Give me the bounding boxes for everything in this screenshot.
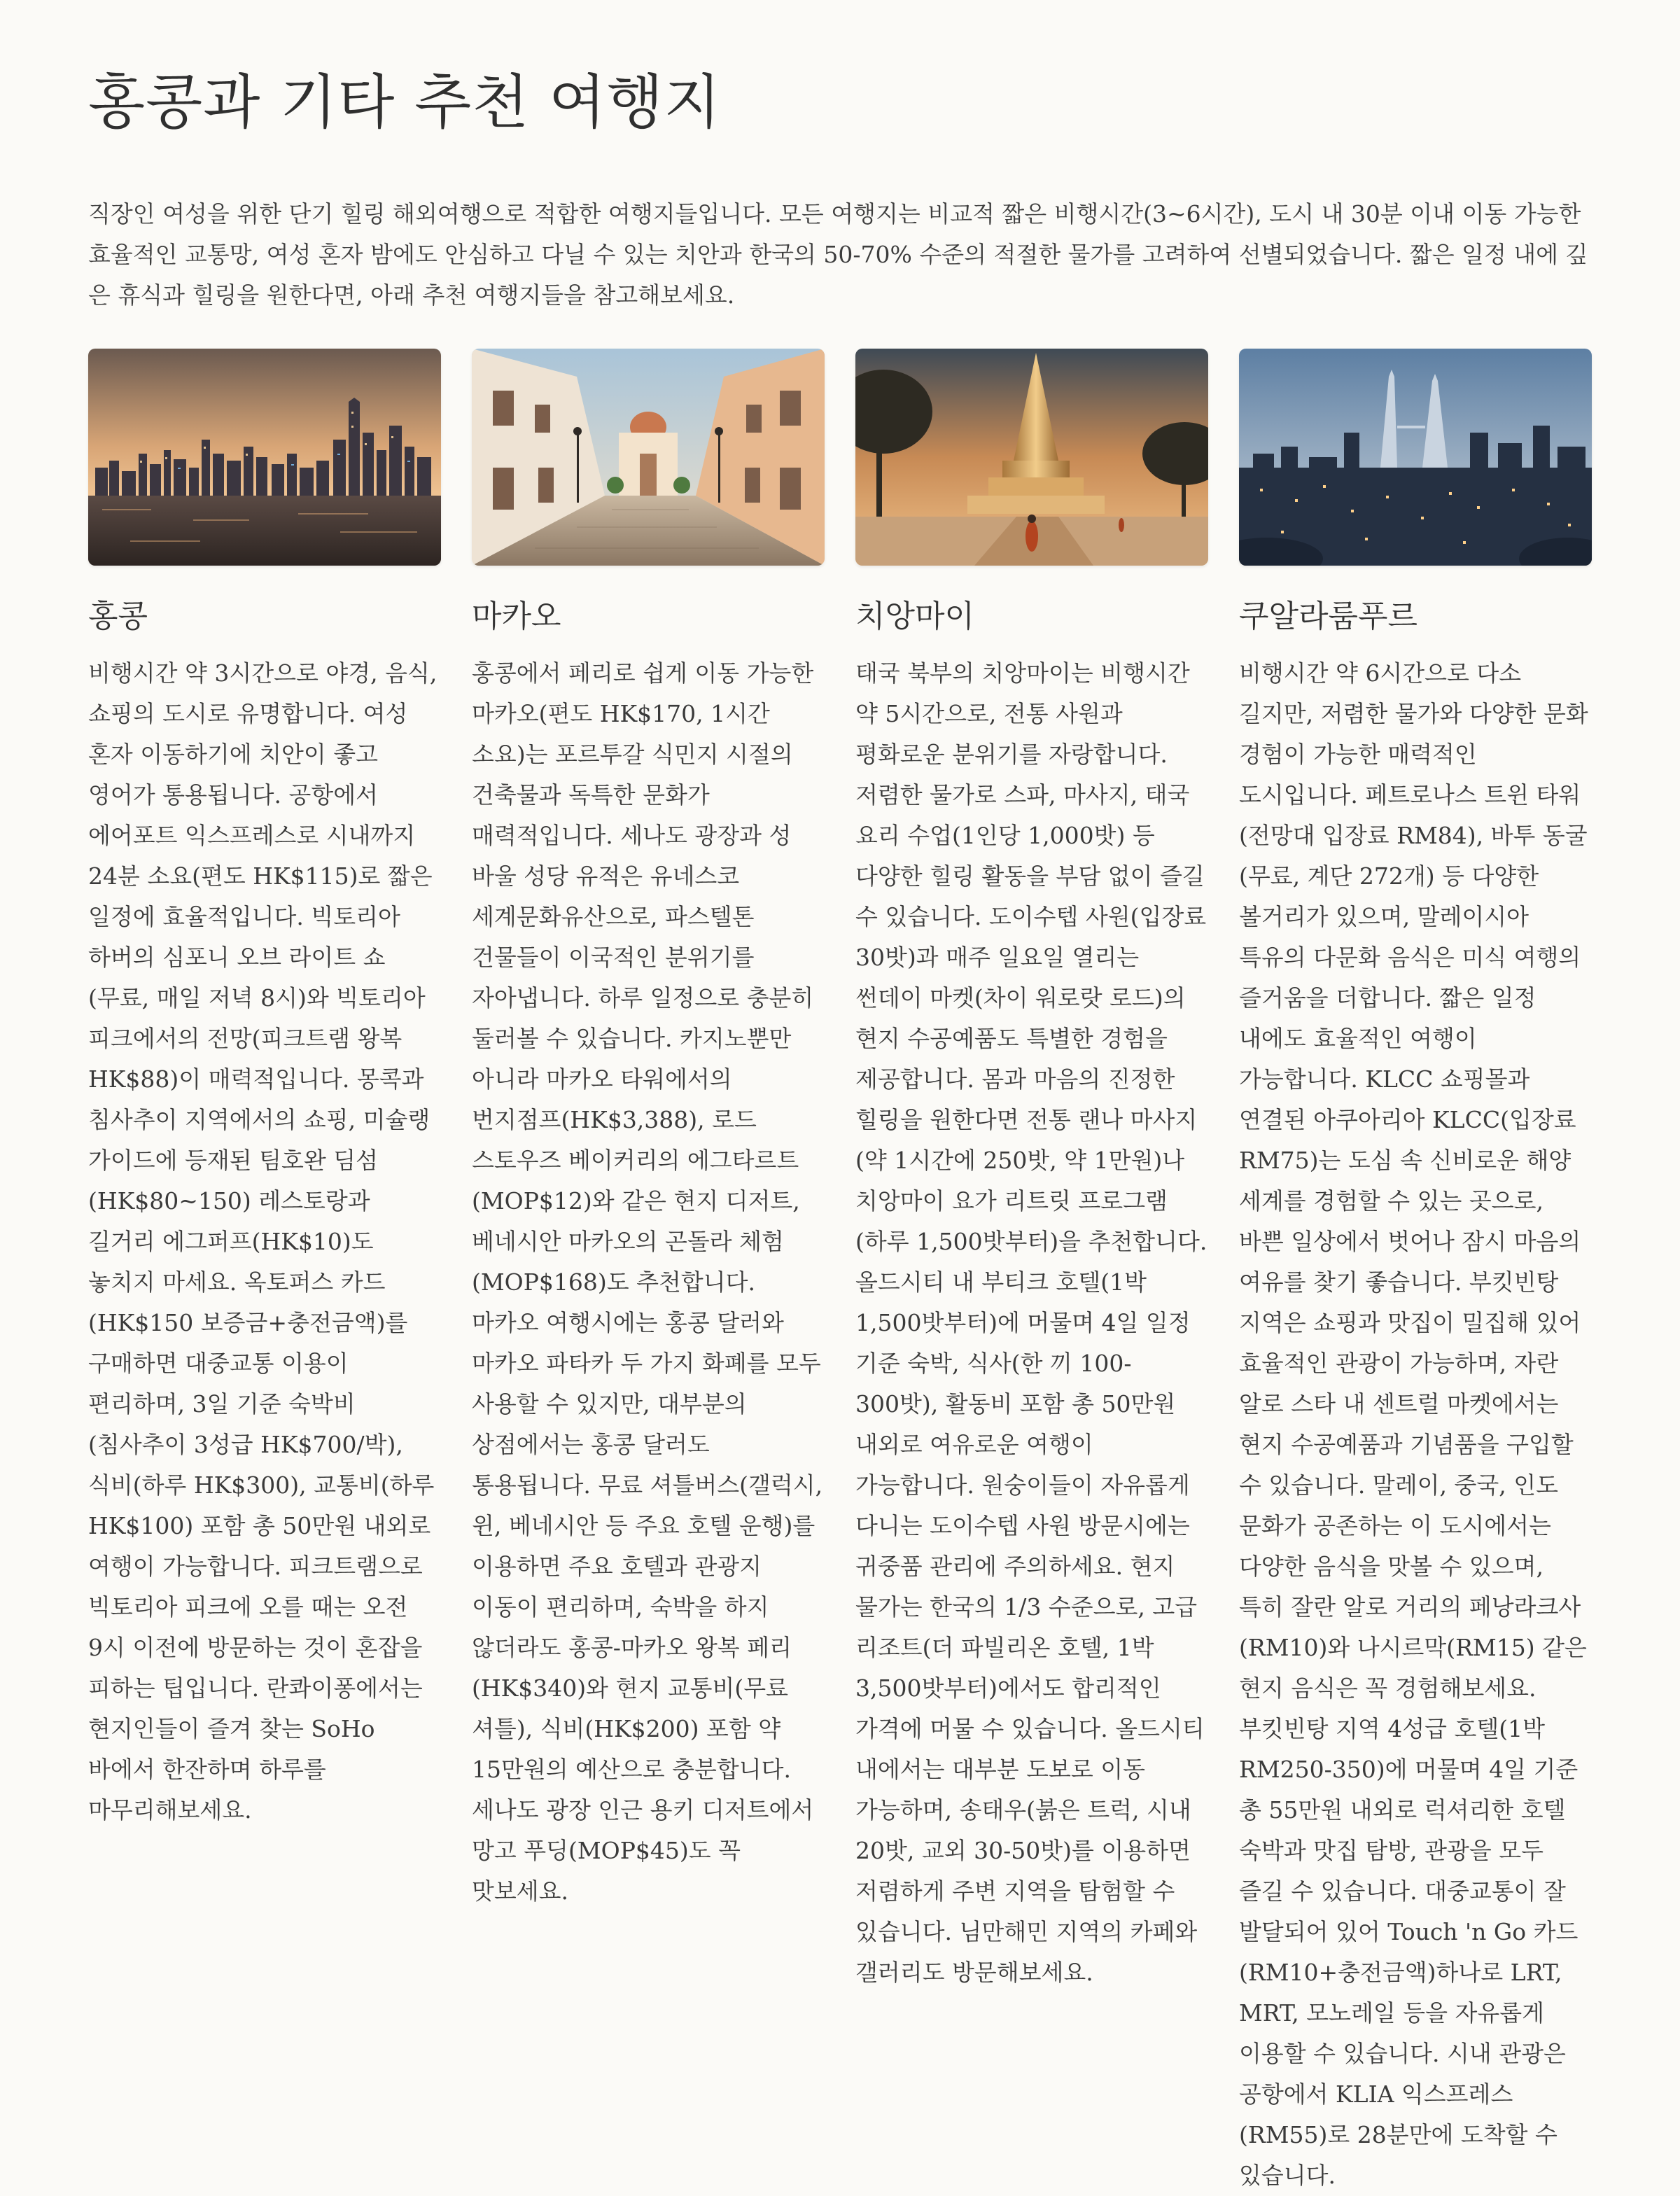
destination-name: 치앙마이 <box>855 599 975 634</box>
destination-card-hongkong <box>88 349 441 2196</box>
hongkong-skyline-image <box>88 349 441 566</box>
intro-paragraph: 직장인 여성을 위한 단기 힐링 해외여행으로 적합한 여행지들입니다. 모든 여행지는 비교적 짧은 비행시간(3~6시간), 도시 내 30분 이내 이동 가능한 효율적인 교통망, 여성 혼자 밤에도 안심하고 다닐 수 있는 치안과 한국의 50-70% 수준의 적절한 물가를 고려하여 선별되었습니다. 짧은 일정 내에 깊은 휴식과 힐링을 원한다면, 아래 추천 여행지들을 참고해보세요. <box>88 200 1588 309</box>
destination-description: 홍콩에서 페리로 쉽게 이동 가능한 마카오(편도 HK$170, 1시간 소요)는 포르투갈 식민지 시절의 건축물과 독특한 문화가 매력적입니다. 세나도 광장과 성 바울 성당 유적은 유네스코 세계문화유산으로, 파스텔톤 건물들이 이국적인 분위기를 자아냅니다. 하루 일정으로 충분히 둘러볼 수 있습니다. 카지노뿐만 아니라 마카오 타워에서의 번지점프(HK$3,388), 로드 스토우즈 베이커리의 에그타르트(MOP$12)와 같은 현지 디저트, 베네시안 마카오의 곤돌라 체험(MOP$168)도 추천합니다. 마카오 여행시에는 홍콩 달러와 마카오 파타카 두 가지 화폐를 모두 사용할 수 있지만, 대부분의 상점에서는 홍콩 달러도 통용됩니다. 무료 셔틀버스(갤럭시, 윈, 베네시안 등 주요 호텔 운행)를 이용하면 주요 호텔과 관광지 이동이 편리하며, 숙박을 하지 않더라도 홍콩-마카오 왕복 페리(HK$340)와 현지 교통비(무료 셔틀), 식비(HK$200) 포함 약 15만원의 예산으로 충분합니다. 세나도 광장 인근 용키 디저트에서 망고 푸딩(MOP$45)도 꼭 맛보세요. <box>472 659 823 1905</box>
destination-grid <box>88 349 1592 2196</box>
destination-description: 비행시간 약 6시간으로 다소 길지만, 저렴한 물가와 다양한 문화 경험이 가능한 매력적인 도시입니다. 페트로나스 트윈 타워(전망대 입장료 RM84), 바투 동굴(무료, 계단 272개) 등 다양한 볼거리가 있으며, 말레이시아 특유의 다문화 음식은 미식 여행의 즐거움을 더합니다. 짧은 일정 내에도 효율적인 여행이 가능합니다. KLCC 쇼핑몰과 연결된 아쿠아리아 KLCC(입장료 RM75)는 도심 속 신비로운 해양 세계를 경험할 수 있는 곳으로, 바쁜 일상에서 벗어나 잠시 마음의 여유를 찾기 좋습니다. 부킷빈탕 지역은 쇼핑과 맛집이 밀집해 있어 효율적인 관광이 가능하며, 자란 알로 스타 내 센트럴 마켓에서는 현지 수공예품과 기념품을 구입할 수 있습니다. 말레이, 중국, 인도 문화가 공존하는 이 도시에서는 다양한 음식을 맛볼 수 있으며, 특히 잘란 알로 거리의 페낭라크사(RM10)와 나시르막(RM15) 같은 현지 음식은 꼭 경험해보세요. 부킷빈탕 지역 4성급 호텔(1박 RM250-350)에 머물며 4일 기준 총 55만원 내외로 럭셔리한 호텔 숙박과 맛집 탐방, 관광을 모두 즐길 수 있습니다. 대중교통이 잘 발달되어 있어 Touch 'n Go 카드(RM10+충전금액)하나로 LRT, MRT, 모노레일 등을 자유롭게 이용할 수 있습니다. 시내 관광은 공항에서 KLIA 익스프레스(RM55)로 28분만에 도착할 수 있습니다. <box>1239 659 1588 2190</box>
destination-description: 비행시간 약 3시간으로 야경, 음식, 쇼핑의 도시로 유명합니다. 여성 혼자 이동하기에 치안이 좋고 영어가 통용됩니다. 공항에서 에어포트 익스프레스로 시내까지 24분 소요(편도 HK$115)로 짧은 일정에 효율적입니다. 빅토리아 하버의 심포니 오브 라이트 쇼(무료, 매일 저녁 8시)와 빅토리아 피크에서의 전망(피크트램 왕복 HK$88)이 매력적입니다. 몽콕과 침사추이 지역에서의 쇼핑, 미슐랭 가이드에 등재된 팀호완 딤섬(HK$80~150) 레스토랑과 길거리 에그퍼프(HK$10)도 놓치지 마세요. 옥토퍼스 카드(HK$150 보증금+충전금액)를 구매하면 대중교통 이용이 편리하며, 3일 기준 숙박비(침사추이 3성급 HK$700/박), 식비(하루 HK$300), 교통비(하루 HK$100) 포함 총 50만원 내외로 여행이 가능합니다. 피크트램으로 빅토리아 피크에 오를 때는 오전 9시 이전에 방문하는 것이 혼잡을 피하는 팁입니다. 란콰이퐁에서는 현지인들이 즐겨 찾는 SoHo 바에서 한잔하며 하루를 마무리해보세요. <box>88 659 438 1824</box>
chiangmai-temple-image <box>855 349 1208 566</box>
destination-card-kualalumpur <box>1239 349 1592 2196</box>
destination-name: 쿠알라룸푸르 <box>1239 599 1418 634</box>
destination-card-chiangmai <box>855 349 1208 2196</box>
page-title: 홍콩과 기타 추천 여행지 <box>88 68 722 137</box>
destination-description: 태국 북부의 치앙마이는 비행시간 약 5시간으로, 전통 사원과 평화로운 분위기를 자랑합니다. 저렴한 물가로 스파, 마사지, 태국 요리 수업(1인당 1,000밧) 등 다양한 힐링 활동을 부담 없이 즐길 수 있습니다. 도이수텝 사원(입장료 30밧)과 매주 일요일 열리는 썬데이 마켓(차이 워로랏 로드)의 현지 수공예품도 특별한 경험을 제공합니다. 몸과 마음의 진정한 힐링을 원한다면 전통 랜나 마사지(약 1시간에 250밧, 약 1만원)나 치앙마이 요가 리트릿 프로그램(하루 1,500밧부터)을 추천합니다. 올드시티 내 부티크 호텔(1박 1,500밧부터)에 머물며 4일 일정 기준 숙박, 식사(한 끼 100-300밧), 활동비 포함 총 50만원 내외로 여유로운 여행이 가능합니다. 원숭이들이 자유롭게 다니는 도이수텝 사원 방문시에는 귀중품 관리에 주의하세요. 현지 물가는 한국의 1/3 수준으로, 고급 리조트(더 파빌리온 호텔, 1박 3,500밧부터)에서도 합리적인 가격에 머물 수 있습니다. 올드시티 내에서는 대부분 도보로 이동 가능하며, 송태우(붉은 트럭, 시내 20밧, 교외 30-50밧)를 이용하면 저렴하게 주변 지역을 탐험할 수 있습니다. 님만해민 지역의 카페와 갤러리도 방문해보세요. <box>855 659 1208 1987</box>
destination-card-macau <box>472 349 825 2196</box>
destination-name: 홍콩 <box>88 599 148 634</box>
kualalumpur-skyline-image <box>1239 349 1592 566</box>
destination-name: 마카오 <box>472 599 561 634</box>
macau-street-image <box>472 349 825 566</box>
